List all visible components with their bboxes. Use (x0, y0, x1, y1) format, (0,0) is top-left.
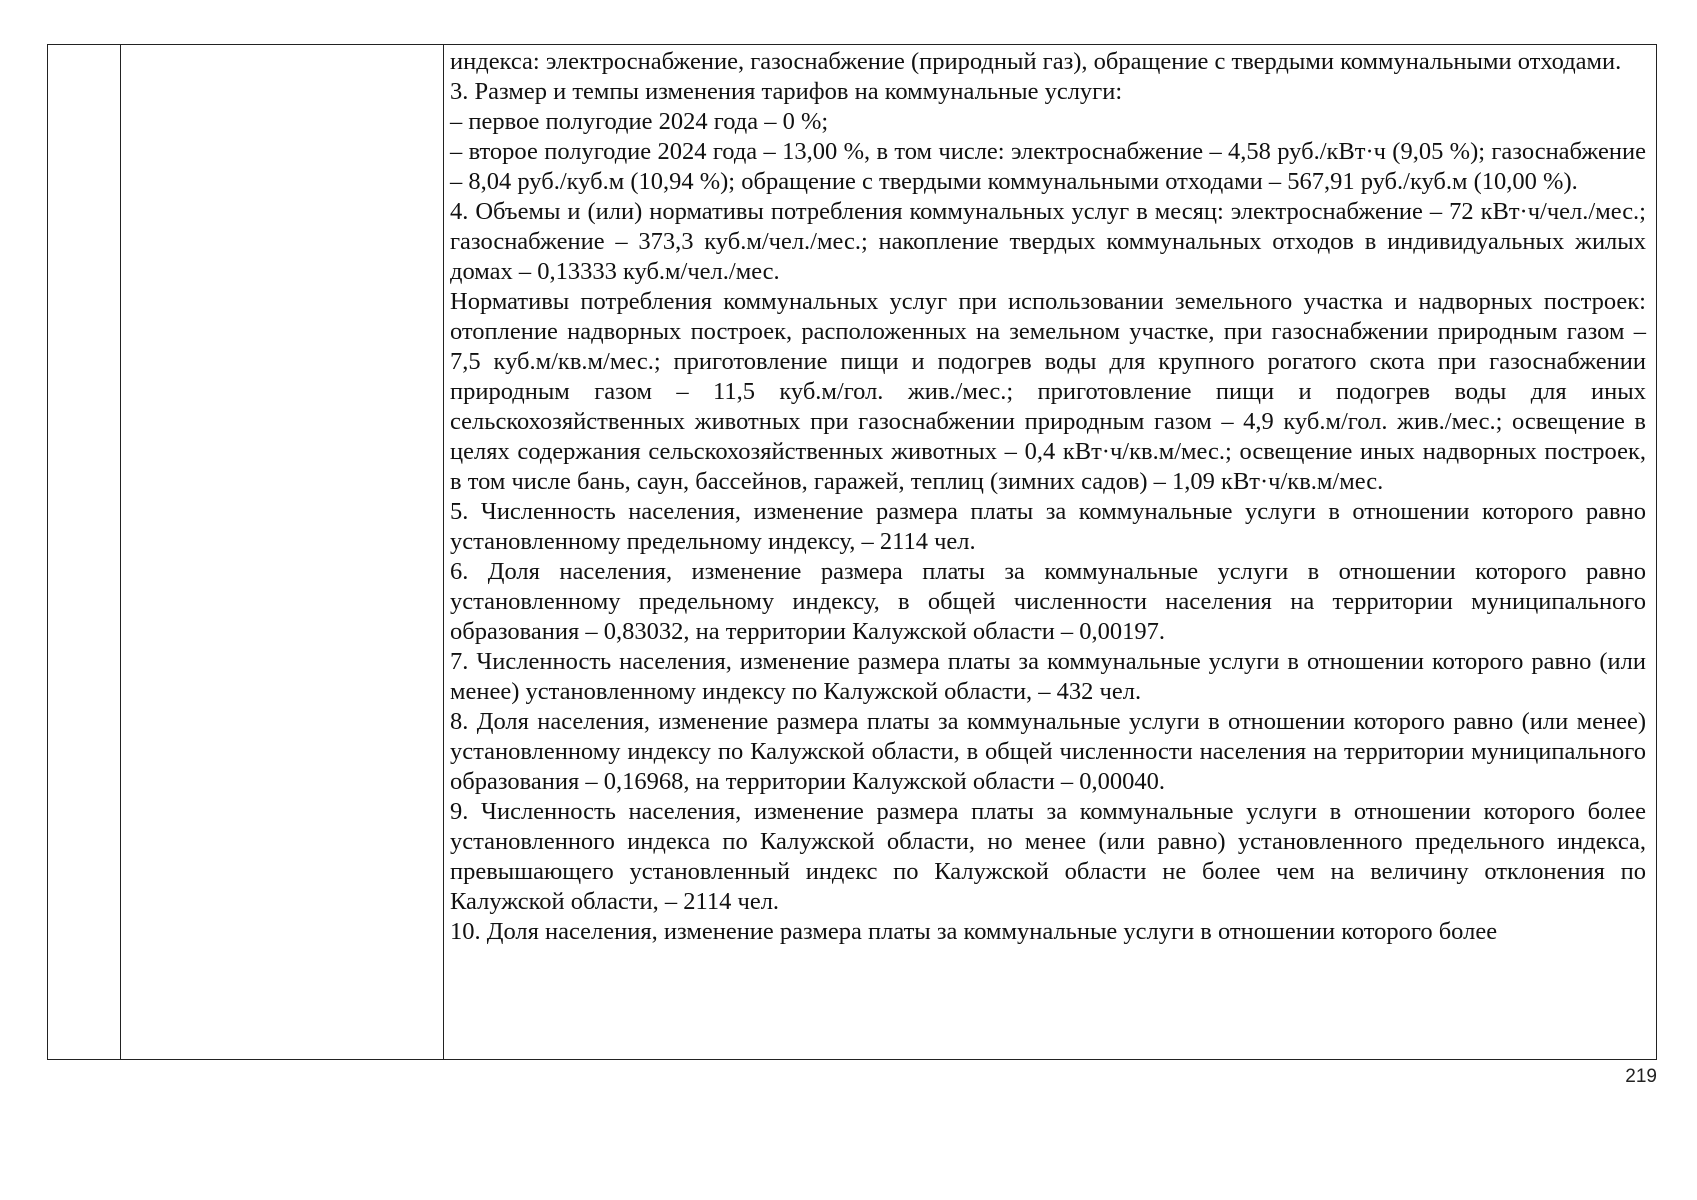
document-table (47, 44, 1657, 1060)
paragraph: 4. Объемы и (или) нормативы потребления коммунальных услуг в месяц: электроснабжение – 72 кВт·ч/чел./мес.; газоснабжение – 373,3 куб.м/чел./мес.; накопление твердых коммунальных отходов в индивидуальных жилых домах – 0,13333 куб.м/чел./мес. (450, 198, 1646, 285)
paragraph: 7. Численность населения, изменение размера платы за коммунальные услуги в отношении которого равно (или менее) установленному индексу по Калужской области, – 432 чел. (450, 648, 1646, 705)
paragraph: – второе полугодие 2024 года – 13,00 %, в том числе: электроснабжение – 4,58 руб./кВт·ч (9,05 %); газоснабжение – 8,04 руб./куб.м (10,94 %); обращение с твердыми коммунальными отходами – 567,91 руб./куб.м (10,00 %). (450, 138, 1646, 195)
paragraph: 8. Доля населения, изменение размера платы за коммунальные услуги в отношении которого равно (или менее) установленному индексу по Калужской области, в общей численности населения на территории муниципального образования – 0,16968, на территории Калужской области – 0,00040. (450, 708, 1646, 795)
paragraph: 3. Размер и темпы изменения тарифов на коммунальные услуги: (450, 78, 1123, 105)
paragraph: – первое полугодие 2024 года – 0 %; (450, 108, 829, 135)
paragraph: Нормативы потребления коммунальных услуг при использовании земельного участка и надворных построек: отопление надворных построек, расположенных на земельном участке, при газоснабжении природным газом – 7,5 куб.м/кв.м/мес.; приготовление пищи и подогрев воды для крупного рогатого скота при газоснабжении природным газом – 11,5 куб.м/гол. жив./мес.; приготовление пищи и подогрев воды для иных сельскохозяйственных животных при газоснабжении природным газом – 4,9 куб.м/гол. жив./мес.; освещение в целях содержания сельскохозяйственных животных – 0,4 кВт·ч/кв.м/мес.; освещение иных надворных построек, в том числе бань, саун, бассейнов, гаражей, теплиц (зимних садов) – 1,09 кВт·ч/кв.м/мес. (450, 288, 1646, 495)
paragraph: 5. Численность населения, изменение размера платы за коммунальные услуги в отношении которого равно установленному предельному индексу, – 2114 чел. (450, 498, 1646, 555)
content-text (450, 47, 1646, 947)
paragraph: 10. Доля населения, изменение размера платы за коммунальные услуги в отношении которого более (450, 918, 1498, 945)
page-number: 219 (1625, 1066, 1657, 1087)
paragraph: индекса: электроснабжение, газоснабжение (природный газ), обращение с твердыми коммунальными отходами. (450, 48, 1622, 75)
table-column-content (444, 45, 1656, 1059)
paragraph: 9. Численность населения, изменение размера платы за коммунальные услуги в отношении которого более установленного индекса по Калужской области, но менее (или равно) установленного предельного индекса, превышающего установленный индекс по Калужской области не более чем на величину отклонения по Калужской области, – 2114 чел. (450, 798, 1646, 915)
table-column-name (121, 45, 444, 1059)
table-column-number (48, 45, 121, 1059)
paragraph: 6. Доля населения, изменение размера платы за коммунальные услуги в отношении которого равно установленному предельному индексу, в общей численности населения на территории муниципального образования – 0,83032, на территории Калужской области – 0,00197. (450, 558, 1646, 645)
